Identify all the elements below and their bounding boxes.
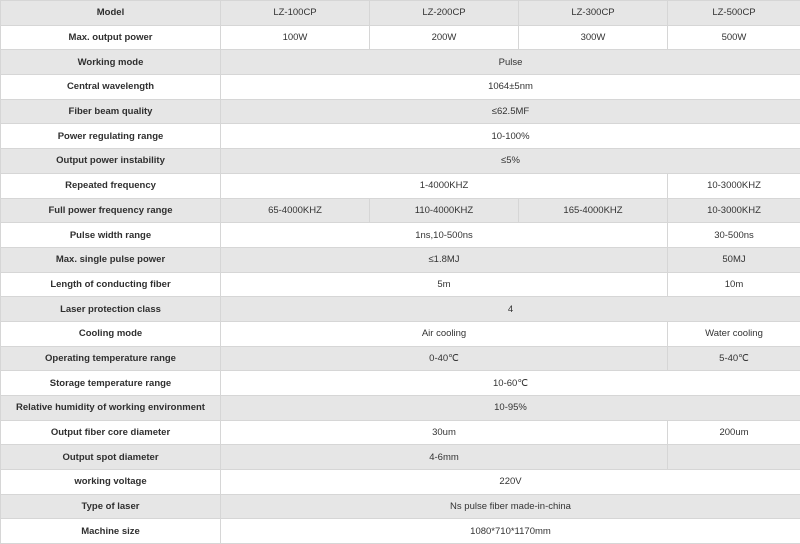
row-label: Pulse width range [1,223,221,248]
cell-value: 165-4000KHZ [519,198,668,223]
cell-value: 200W [370,25,519,50]
row-label: Repeated frequency [1,173,221,198]
table-row-max-single-pulse-power [1,247,800,272]
row-label: working voltage [1,470,221,495]
table-row-output-power-instability [1,149,800,174]
cell-value: ≤1.8MJ [221,247,668,272]
cell-value: 10-95% [221,396,800,421]
table-row-full-power-frequency-range [1,198,800,223]
table-row-power-regulating-range [1,124,800,149]
model-name: LZ-100CP [221,1,370,26]
cell-value: 4-6mm [221,445,668,470]
cell-value [668,445,800,470]
table-row-machine-size [1,519,800,544]
row-label: Cooling mode [1,321,221,346]
cell-value: 4 [221,297,800,322]
cell-value: 1-4000KHZ [221,173,668,198]
row-label: Power regulating range [1,124,221,149]
table-row-model [1,1,800,26]
cell-value: 1064±5nm [221,75,800,100]
cell-value: 30-500ns [668,223,800,248]
table-row-laser-protection-class [1,297,800,322]
row-label: Max. output power [1,25,221,50]
table-row-type-of-laser [1,494,800,519]
cell-value: 300W [519,25,668,50]
table-row-cooling-mode [1,321,800,346]
row-label: Operating temperature range [1,346,221,371]
row-label: Relative humidity of working environment [1,396,221,421]
cell-value: 10-60℃ [221,371,800,396]
cell-value: 220V [221,470,800,495]
table-row-storage-temperature-range [1,371,800,396]
table-row-pulse-width-range [1,223,800,248]
table-row-working-voltage [1,470,800,495]
table-row-central-wavelength [1,75,800,100]
row-label: Working mode [1,50,221,75]
model-name: LZ-200CP [370,1,519,26]
row-label: Output spot diameter [1,445,221,470]
row-label: Storage temperature range [1,371,221,396]
cell-value: 10-100% [221,124,800,149]
cell-value: 1080*710*1170mm [221,519,800,544]
row-label: Output fiber core diameter [1,420,221,445]
cell-value: 200um [668,420,800,445]
row-label: Full power frequency range [1,198,221,223]
cell-value: 500W [668,25,800,50]
row-label: Machine size [1,519,221,544]
table-row-fiber-beam-quality [1,99,800,124]
cell-value: 5-40℃ [668,346,800,371]
table-row-operating-temperature-range [1,346,800,371]
row-label: Fiber beam quality [1,99,221,124]
row-label: Central wavelength [1,75,221,100]
cell-value: 5m [221,272,668,297]
row-label: Max. single pulse power [1,247,221,272]
row-label: Output power instability [1,149,221,174]
row-label: Type of laser [1,494,221,519]
table-row-output-fiber-core-diameter [1,420,800,445]
cell-value: 100W [221,25,370,50]
table-row-relative-humidity [1,396,800,421]
cell-value: 10-3000KHZ [668,198,800,223]
model-name: LZ-500CP [668,1,800,26]
row-label: Length of conducting fiber [1,272,221,297]
table-row-output-spot-diameter [1,445,800,470]
cell-value: Ns pulse fiber made-in-china [221,494,800,519]
model-name: LZ-300CP [519,1,668,26]
cell-value: 50MJ [668,247,800,272]
table-row-max-output-power [1,25,800,50]
row-label: Model [1,1,221,26]
cell-value: Water cooling [668,321,800,346]
table-row-working-mode [1,50,800,75]
cell-value: 0-40℃ [221,346,668,371]
cell-value: ≤5% [221,149,800,174]
cell-value: Air cooling [221,321,668,346]
cell-value: 65-4000KHZ [221,198,370,223]
cell-value: 30um [221,420,668,445]
cell-value: Pulse [221,50,800,75]
table-row-repeated-frequency [1,173,800,198]
cell-value: 10-3000KHZ [668,173,800,198]
cell-value: 110-4000KHZ [370,198,519,223]
cell-value: 10m [668,272,800,297]
cell-value: 1ns,10-500ns [221,223,668,248]
cell-value: ≤62.5MF [221,99,800,124]
row-label: Laser protection class [1,297,221,322]
table-row-length-of-conducting-fiber [1,272,800,297]
